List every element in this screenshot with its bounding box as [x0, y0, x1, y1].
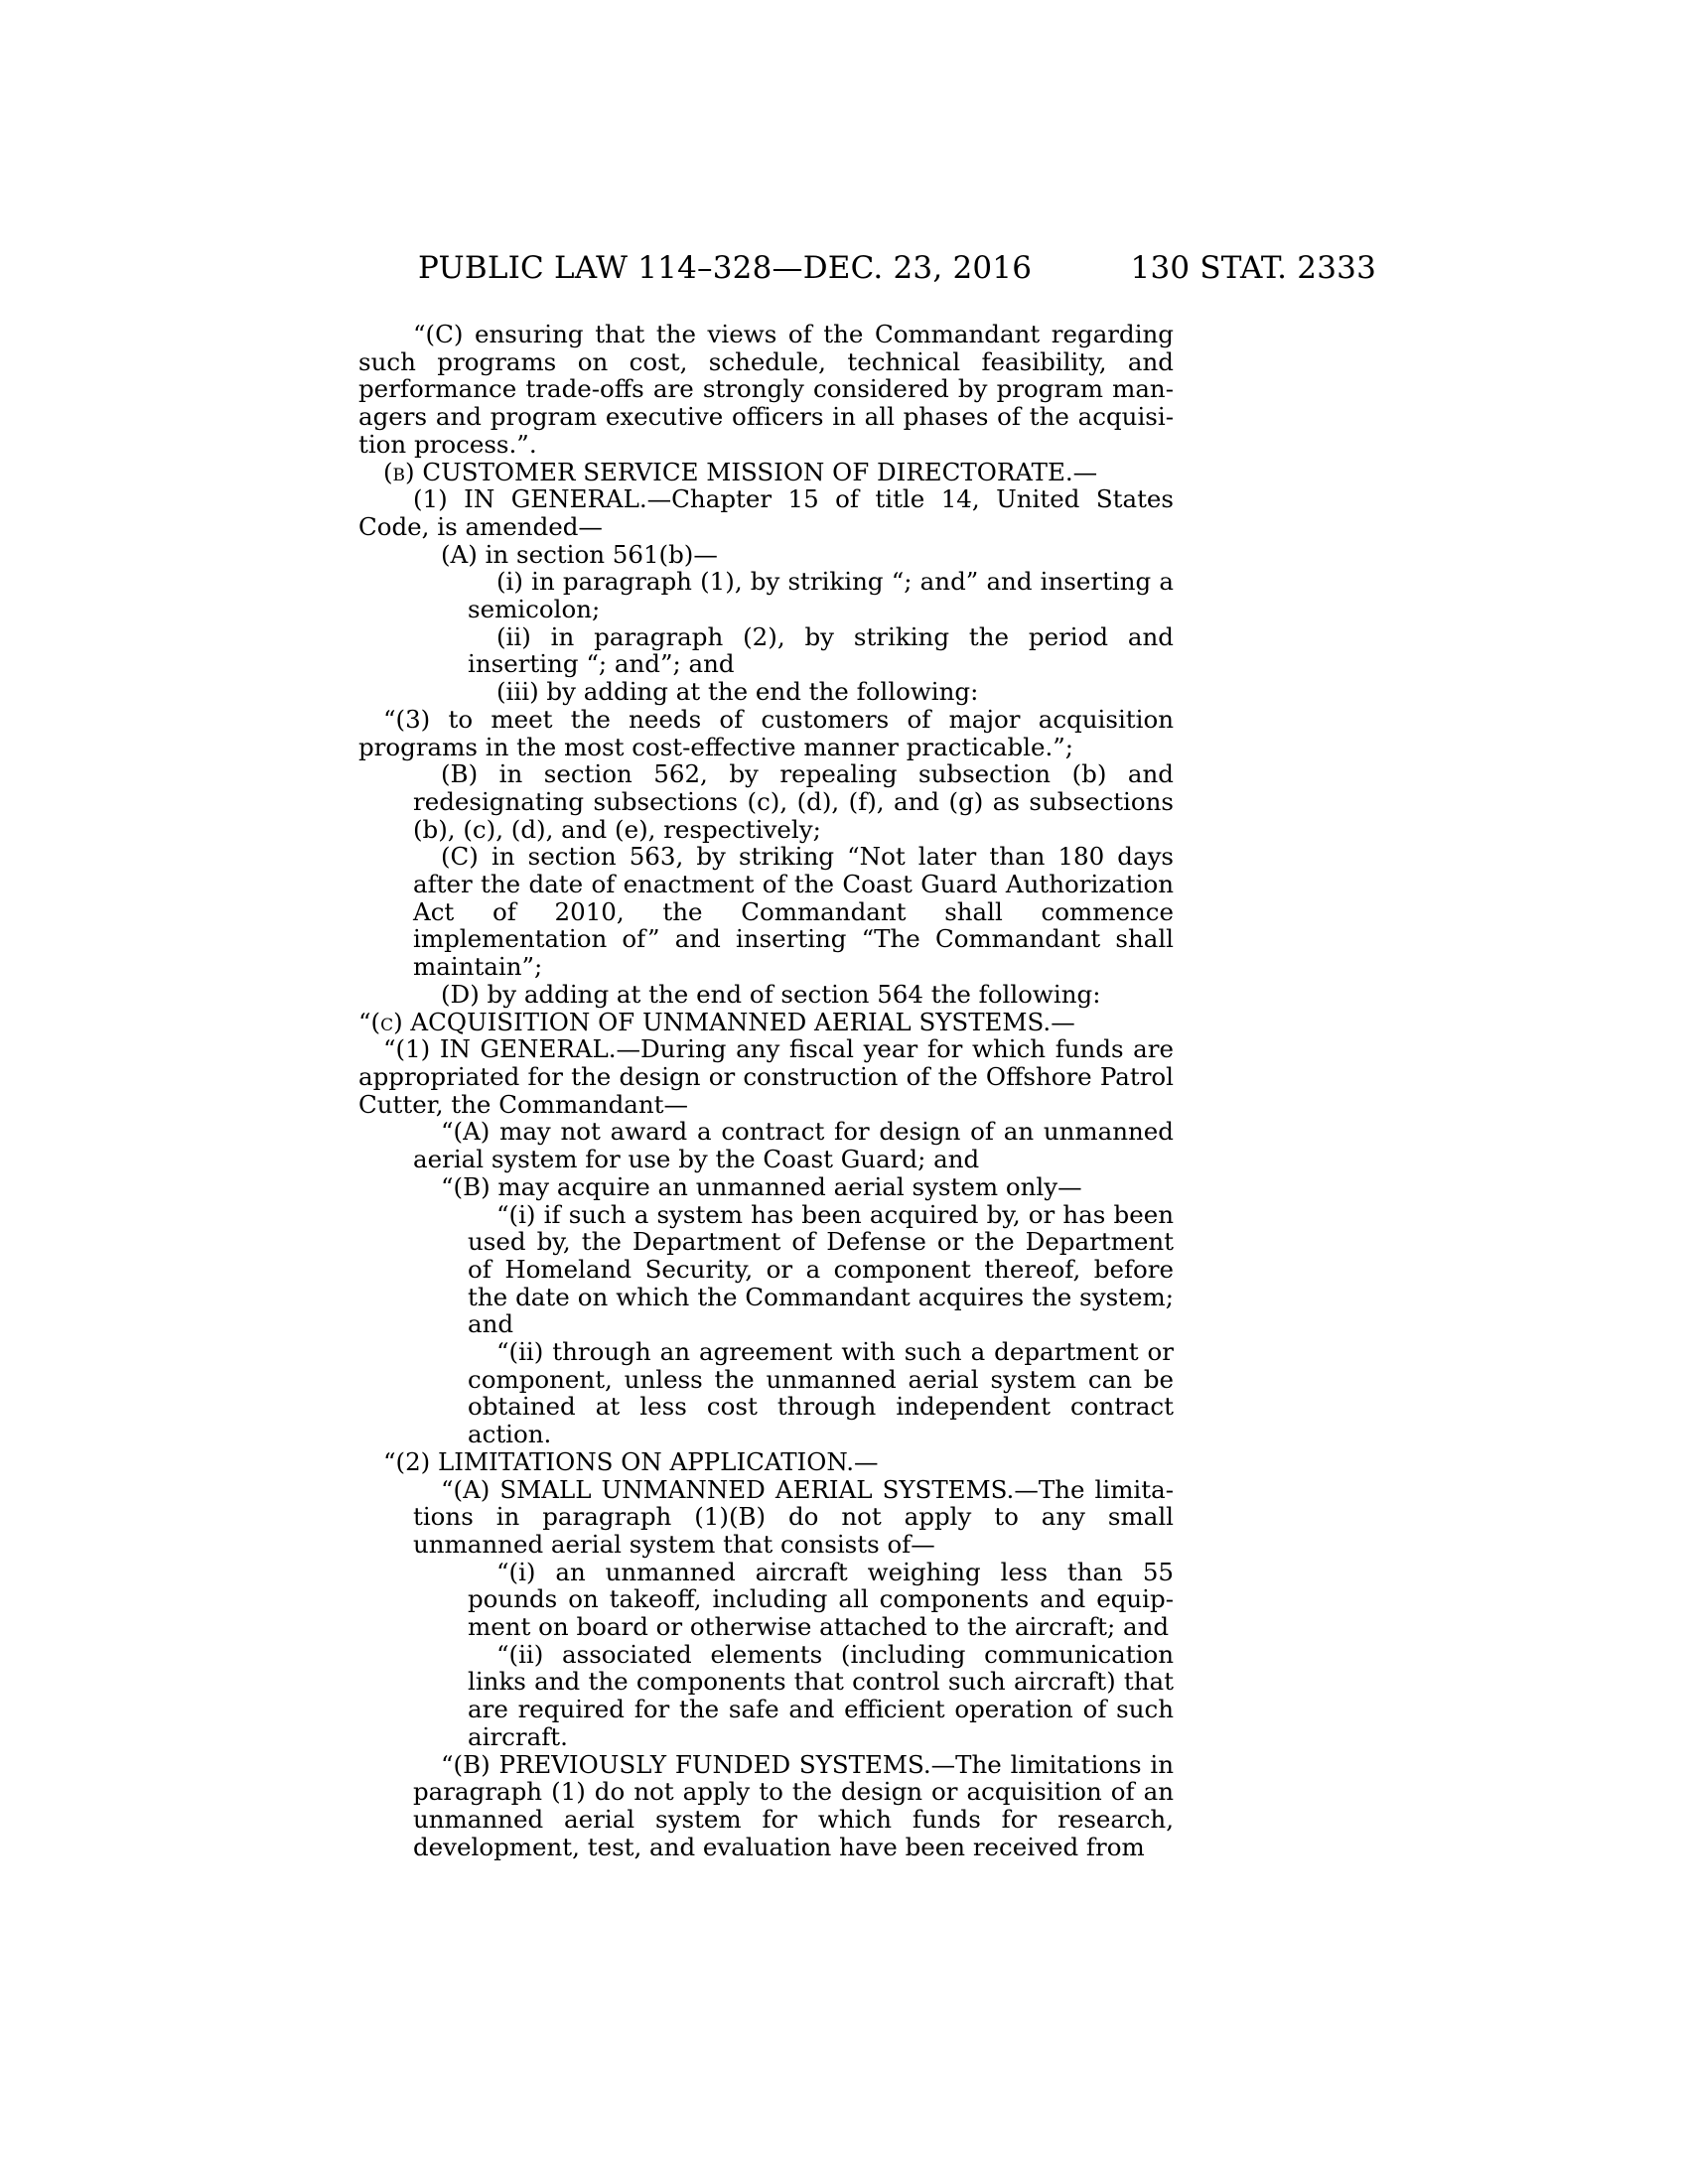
clause-ii-through-agreement: “(ii) through an agreement with such a department or component, unless the unmanned aerial system can be obtained at less cost through independent contract action.: [468, 1337, 1174, 1449]
paragraph-1-in-general-fiscal-year: “(1) IN GENERAL.—During any fiscal year for which funds are appropriated for the design or construction of the Offshore Patrol Cutter, the Commandant—: [358, 1034, 1174, 1119]
clause-iii-adding: (iii) by adding at the end the following:: [496, 677, 979, 707]
subsection-b-heading: (b) CUSTOMER SERVICE MISSION OF DIRECTORATE.—: [383, 457, 1098, 486]
subparagraph-B-section-562: (B) in section 562, by repealing subsection (b) and redesignating subsections (c), (d), (f), and (g) as subsections (b), (c), (d), and (e), respectively;: [413, 759, 1174, 844]
subsection-c-heading: “(c) ACQUISITION OF UNMANNED AERIAL SYSTEMS.—: [358, 1007, 1075, 1036]
subparagraph-B-may-acquire: “(B) may acquire an unmanned aerial system only—: [441, 1171, 1082, 1201]
clause-i-acquired-by-dod: “(i) if such a system has been acquired by, or has been used by, the Department of Defense or the Department of Homeland Security, or a component thereof, before the date on which the Commandant acquires the system; and: [468, 1199, 1174, 1339]
running-head-title: PUBLIC LAW 114–328—DEC. 23, 2016: [418, 250, 1033, 286]
paragraph-C-views-of-commandant: “(C) ensuring that the views of the Commandant regarding such programs on cost, schedule, technical feasibility, and performance trade-offs are strongly considered by program managers and program executive officers in all phases of the acquisition process.”.: [358, 320, 1174, 459]
clause-i-unmanned-aircraft: “(i) an unmanned aircraft weighing less than 55 pounds on takeoff, including all components and equipment on board or otherwise attached to the aircraft; and: [468, 1557, 1174, 1642]
paragraph-3-needs-of-customers: “(3) to meet the needs of customers of major acquisition programs in the most cost-effective manner practicable.”;: [358, 704, 1174, 761]
document-body: [358, 321, 1174, 1860]
clause-ii-paragraph-2: (ii) in paragraph (2), by striking the period and inserting “; and”; and: [468, 621, 1174, 679]
clause-i-paragraph-1: (i) in paragraph (1), by striking “; and” and inserting a semicolon;: [468, 567, 1174, 624]
subparagraph-A-small-uas: “(A) SMALL UNMANNED AERIAL SYSTEMS.—The limitations in paragraph (1)(B) do not apply to any small unmanned aerial system that consists of—: [413, 1474, 1174, 1559]
subparagraph-C-section-563: (C) in section 563, by striking “Not later than 180 days after the date of enactment of the Coast Guard Authorization Act of 2010, the Commandant shall commence implementation of” and inserting “The Commandant shall maintain”;: [413, 842, 1174, 982]
page-number: 130 STAT. 2333: [1130, 250, 1376, 286]
paragraph-2-limitations-heading: “(2) LIMITATIONS ON APPLICATION.—: [383, 1446, 879, 1476]
page-header: [357, 248, 1376, 288]
subparagraph-D-section-564: (D) by adding at the end of section 564 the following:: [441, 979, 1101, 1009]
paragraph-1-in-general: (1) IN GENERAL.—Chapter 15 of title 14, United States Code, is amended—: [358, 484, 1174, 541]
subparagraph-A-section-561b: (A) in section 561(b)—: [441, 539, 718, 569]
clause-ii-associated-elements: “(ii) associated elements (including communication links and the components that control such aircraft) that are required for the safe and efficient operation of such aircraft.: [468, 1639, 1174, 1751]
subparagraph-A-may-not-award: “(A) may not award a contract for design of an unmanned aerial system for use by the Coast Guard; and: [413, 1117, 1174, 1174]
subparagraph-B-previously-funded: “(B) PREVIOUSLY FUNDED SYSTEMS.—The limitations in paragraph (1) do not apply to the design or acquisition of an unmanned aerial system for which funds for research, development, test, and evaluation have been received from: [413, 1749, 1174, 1861]
